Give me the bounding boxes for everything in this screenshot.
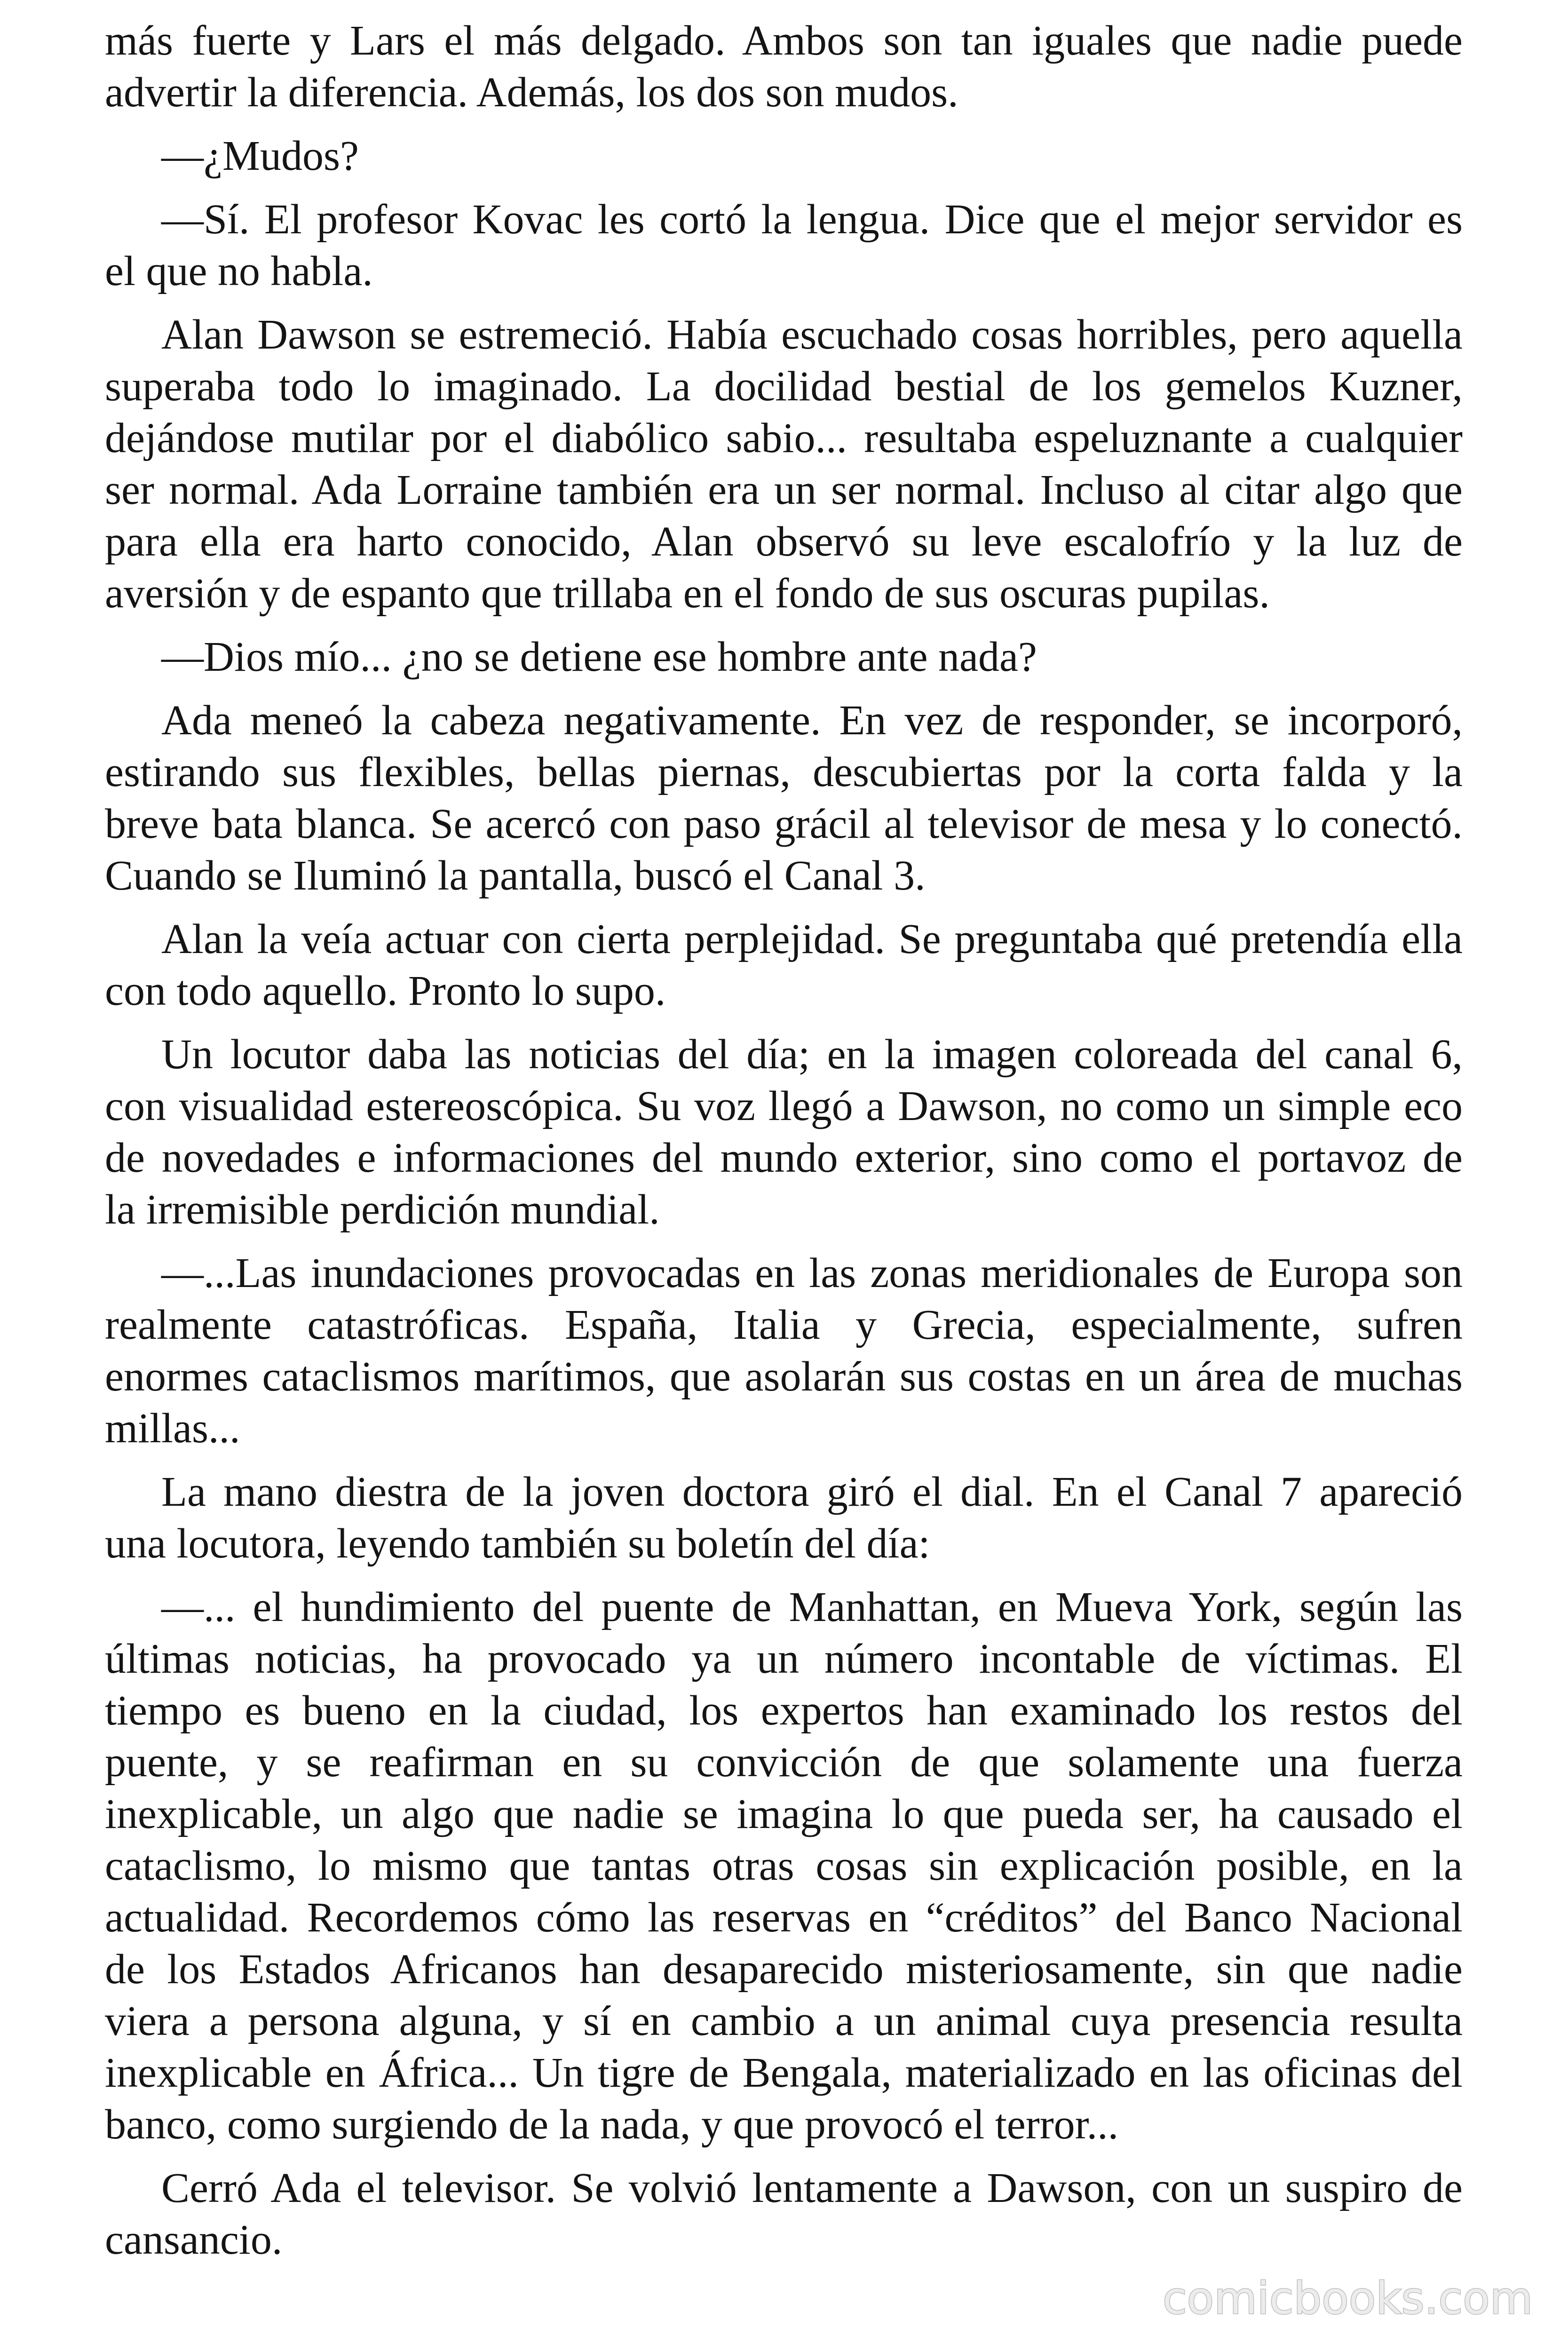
text-line: millas... (105, 1405, 240, 1452)
text-line: La mano diestra de la joven doctora giró el dial. En el Canal 7 apareció (161, 1469, 1463, 1515)
text-line: superaba todo lo imaginado. La docilidad bestial de los gemelos Kuzner, (105, 363, 1463, 410)
text-line: la irremisible perdición mundial. (105, 1186, 660, 1233)
paragraph (105, 631, 1463, 683)
text-line: —¿Mudos? (161, 133, 359, 179)
text-line: más fuerte y Lars el más delgado. Ambos son tan iguales que nadie puede (105, 17, 1463, 64)
paragraph (105, 1248, 1463, 1454)
text-line: —... el hundimiento del puente de Manhattan, en Mueva York, según las (161, 1584, 1463, 1630)
paragraph (105, 1466, 1463, 1570)
book-page-text (105, 15, 1463, 2266)
text-line: —Sí. El profesor Kovac les cortó la lengua. Dice que el mejor servidor es (161, 196, 1463, 243)
text-line: tiempo es bueno en la ciudad, los expertos han examinado los restos del (105, 1687, 1463, 1734)
text-line: inexplicable en África... Un tigre de Bengala, materializado en las oficinas del (105, 2050, 1463, 2096)
paragraph (105, 695, 1463, 902)
paragraph (105, 1581, 1463, 2151)
text-line: actualidad. Recordemos cómo las reservas en “créditos” del Banco Nacional (105, 1894, 1463, 1941)
text-line: una locutora, leyendo también su boletín del día: (105, 1520, 930, 1567)
text-line: para ella era harto conocido, Alan observó su leve escalofrío y la luz de (105, 518, 1463, 565)
text-line: cansancio. (105, 2217, 283, 2263)
text-line: el que no habla. (105, 248, 373, 294)
text-line: realmente catastróficas. España, Italia y Grecia, especialmente, sufren (105, 1302, 1463, 1348)
text-line: con visualidad estereoscópica. Su voz llegó a Dawson, no como un simple eco (105, 1083, 1463, 1129)
text-line: últimas noticias, ha provocado ya un número incontable de víctimas. El (105, 1636, 1463, 1682)
text-line: viera a persona alguna, y sí en cambio a un animal cuya presencia resulta (105, 1998, 1463, 2044)
paragraph (105, 194, 1463, 297)
text-line: cataclismo, lo mismo que tantas otras cosas sin explicación posible, en la (105, 1843, 1463, 1889)
text-line: de novedades e informaciones del mundo exterior, sino como el portavoz de (105, 1135, 1463, 1181)
text-line: inexplicable, un algo que nadie se imagina lo que pueda ser, ha causado el (105, 1791, 1463, 1837)
text-line: banco, como surgiendo de la nada, y que provocó el terror... (105, 2101, 1119, 2148)
text-line: breve bata blanca. Se acercó con paso grácil al televisor de mesa y lo conectó. (105, 801, 1463, 847)
text-line: advertir la diferencia. Además, los dos son mudos. (105, 69, 958, 116)
text-line: ser normal. Ada Lorraine también era un ser normal. Incluso al citar algo que (105, 467, 1463, 513)
text-line: Un locutor daba las noticias del día; en la imagen coloreada del canal 6, (161, 1031, 1463, 1078)
text-line: dejándose mutilar por el diabólico sabio... resultaba espeluznante a cualquier (105, 415, 1463, 461)
watermark-text: comicbooks.com (1163, 2273, 1533, 2324)
text-line: enormes cataclismos marítimos, que asolarán sus costas en un área de muchas (105, 1353, 1463, 1400)
text-line: Cerró Ada el televisor. Se volvió lentamente a Dawson, con un suspiro de (161, 2165, 1463, 2211)
text-line: con todo aquello. Pronto lo supo. (105, 968, 666, 1014)
text-line: Alan Dawson se estremeció. Había escuchado cosas horribles, pero aquella (161, 311, 1463, 358)
text-line: aversión y de espanto que trillaba en el fondo de sus oscuras pupilas. (105, 570, 1270, 617)
text-line: Ada meneó la cabeza negativamente. En vez de responder, se incorporó, (161, 697, 1463, 744)
text-line: —Dios mío... ¿no se detiene ese hombre ante nada? (161, 634, 1037, 680)
paragraph (105, 1029, 1463, 1236)
paragraph (105, 309, 1463, 620)
paragraph (105, 2162, 1463, 2266)
text-line: estirando sus flexibles, bellas piernas, descubiertas por la corta falda y la (105, 749, 1463, 795)
text-line: puente, y se reafirman en su convicción de que solamente una fuerza (105, 1739, 1463, 1786)
text-line: —...Las inundaciones provocadas en las zonas meridionales de Europa son (161, 1250, 1463, 1296)
paragraph (105, 914, 1463, 1017)
text-line: Alan la veía actuar con cierta perplejidad. Se preguntaba qué pretendía ella (161, 916, 1463, 962)
text-line: de los Estados Africanos han desaparecido misteriosamente, sin que nadie (105, 1946, 1463, 1993)
paragraph (105, 15, 1463, 119)
text-line: Cuando se Iluminó la pantalla, buscó el Canal 3. (105, 852, 926, 899)
paragraph (105, 130, 1463, 182)
